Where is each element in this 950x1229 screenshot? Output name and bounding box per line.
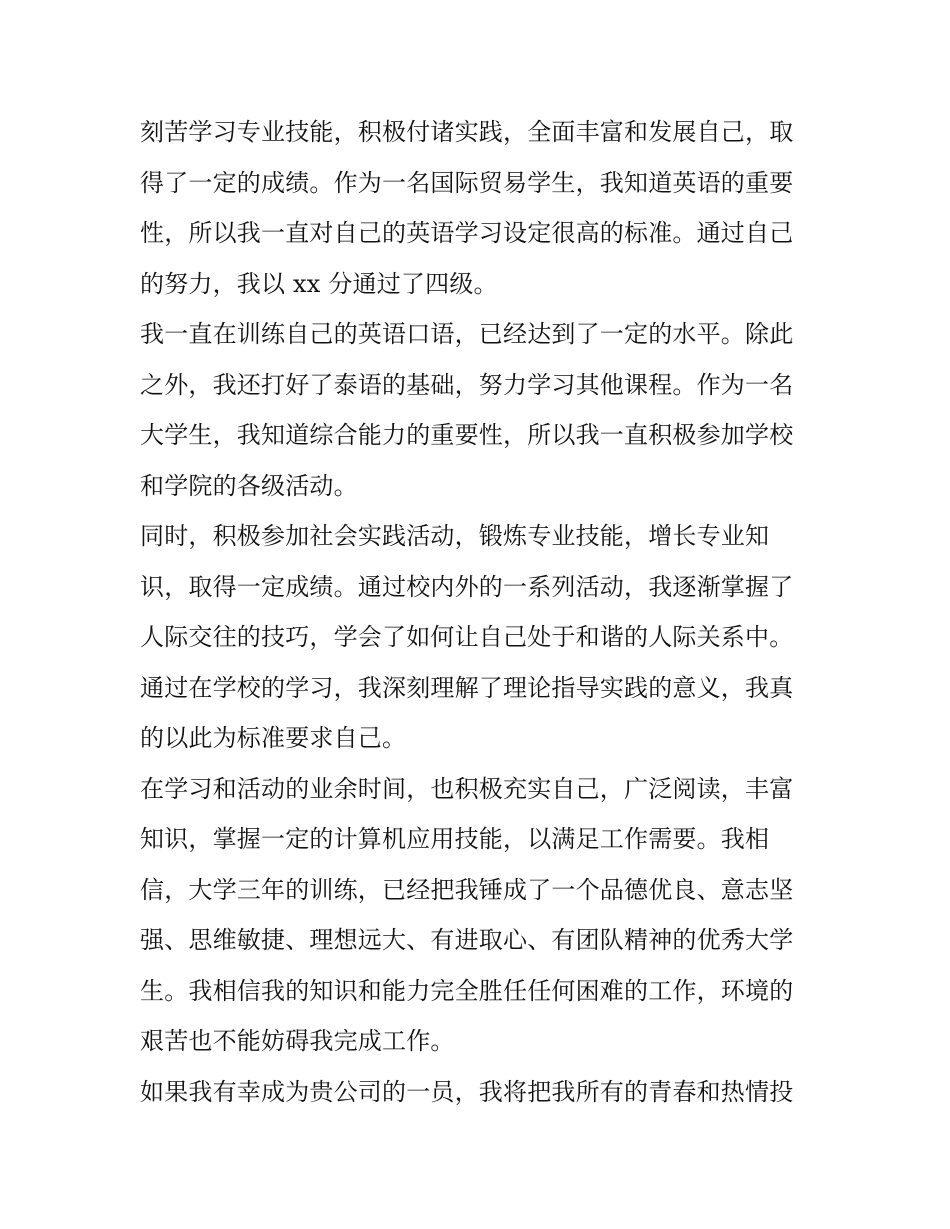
text-line: 通过在学校的学习，我深刻理解了理论指导实践的意义，我真 [140,673,794,702]
text-line: 强、思维敏捷、理想远大、有进取心、有团队精神的优秀大学 [140,926,794,954]
text-line: 和学院的各级活动。 [140,471,358,500]
text-line: 的努力，我以 xx 分通过了四级。 [140,269,498,298]
text-line: 的以此为标准要求自己。 [140,724,407,752]
document-body [140,107,820,1117]
text-line: 识，取得一定成绩。通过校内外的一系列活动，我逐渐掌握了 [140,572,794,601]
text-line: 我一直在训练自己的英语口语，已经达到了一定的水平。除此 [140,320,794,348]
text-line: 知识，掌握一定的计算机应用技能，以满足工作需要。我相 [140,825,770,853]
text-line: 刻苦学习专业技能，积极付诸实践，全面丰富和发展自己，取 [140,118,794,146]
text-line: 之外，我还打好了泰语的基础，努力学习其他课程。作为一名 [140,370,794,399]
text-line: 信，大学三年的训练，已经把我锤成了一个品德优良、意志坚 [140,875,794,904]
text-line: 如果我有幸成为贵公司的一员，我将把我所有的青春和热情投 [140,1077,794,1106]
text-line: 艰苦也不能妨碍我完成工作。 [140,1027,455,1055]
text-line: 生。我相信我的知识和能力完全胜任任何困难的工作，环境的 [140,976,794,1005]
text-line: 人际交往的技巧，学会了如何让自己处于和谐的人际关系中。 [140,623,794,651]
text-line: 性，所以我一直对自己的英语学习设定很高的标准。通过自己 [140,219,794,247]
text-line: 得了一定的成绩。作为一名国际贸易学生，我知道英语的重要 [140,168,794,197]
text-line: 大学生，我知道综合能力的重要性，所以我一直积极参加学校 [140,421,794,449]
text-line: 同时，积极参加社会实践活动，锻炼专业技能，增长专业知 [140,522,770,550]
text-line: 在学习和活动的业余时间，也积极充实自己，广泛阅读，丰富 [140,774,794,803]
